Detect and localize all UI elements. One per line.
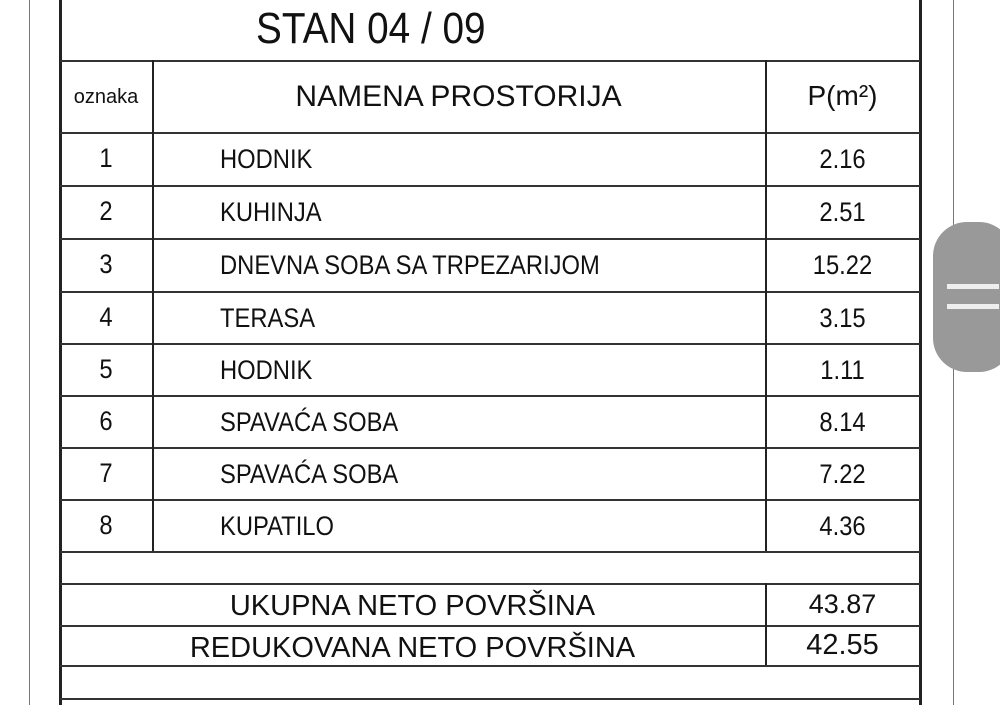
grip-line-icon [947,284,999,289]
room-name: HODNIK [220,144,313,174]
room-area: 2.16 [819,144,866,174]
room-mark: 1 [99,143,113,173]
room-mark: 7 [99,458,113,488]
scroll-handle[interactable] [933,222,1000,372]
room-name: HODNIK [220,355,313,385]
table-row [60,343,920,395]
room-name: TERASA [220,303,316,333]
room-area: 2.51 [819,197,866,227]
table-row [60,447,920,499]
room-area: 4.36 [819,511,866,541]
table-row [60,291,920,343]
room-area: 3.15 [819,303,866,333]
table-row [60,132,920,184]
room-area: 8.14 [819,407,866,437]
page-title: STAN 04 / 09 [256,4,486,53]
room-area: 7.22 [819,459,866,489]
room-area: 15.22 [812,250,873,280]
table-row [60,395,920,447]
table-row [60,499,920,551]
room-name: KUPATILO [220,511,334,541]
room-name: DNEVNA SOBA SA TRPEZARIJOM [220,250,600,280]
room-mark: 4 [99,302,113,332]
room-name: KUHINJA [220,197,322,227]
room-mark: 2 [99,196,113,226]
room-name: SPAVAĆA SOBA [220,459,399,489]
net-area-value: 43.87 [808,589,877,619]
header-area: P(m²) [807,80,878,111]
room-mark: 5 [99,354,113,384]
room-area: 1.11 [820,355,865,385]
room-name: SPAVAĆA SOBA [220,407,399,437]
header-purpose: NAMENA PROSTORIJA [295,80,622,113]
divider [60,551,920,553]
grip-line-icon [947,304,999,309]
table-row [60,238,920,290]
table-row [60,185,920,237]
reduced-area-label: REDUKOVANA NETO POVRŠINA [189,632,636,664]
divider [60,698,920,700]
header-mark: oznaka [73,86,139,108]
net-area-label: UKUPNA NETO POVRŠINA [229,590,596,622]
room-mark: 3 [99,249,113,279]
room-mark: 6 [99,406,113,436]
room-mark: 8 [99,510,113,540]
reduced-area-value: 42.55 [806,629,879,661]
outer-border-left [29,0,30,705]
